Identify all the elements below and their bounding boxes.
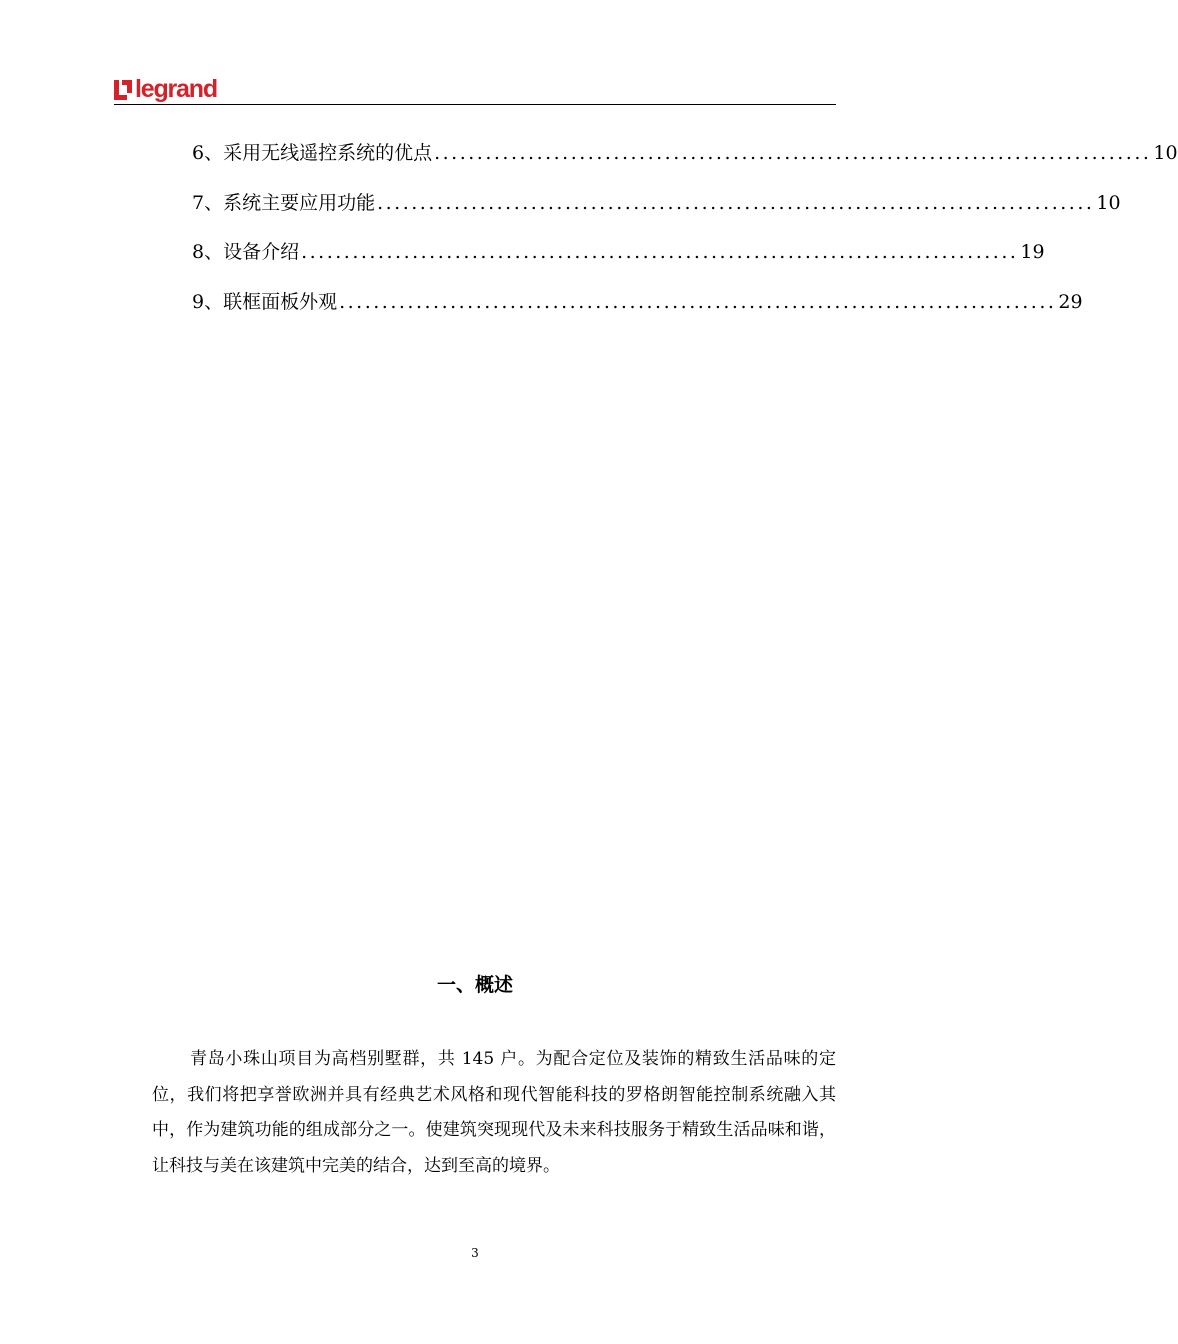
- toc-leader-dots: ....................................................................................: [301, 241, 1019, 263]
- toc-entry-label: 8、设备介绍: [192, 241, 300, 263]
- toc-entry-page: 10: [1153, 142, 1178, 164]
- legrand-mark-icon: [114, 80, 132, 100]
- legrand-logo: [114, 74, 217, 103]
- section-paragraph: 青岛小珠山项目为高档别墅群，共 145 户。为配合定位及装饰的精致生活品味的定位，我们将把享誉欧洲并具有经典艺术风格和现代智能科技的罗格朗智能控制系统融入其中，作为建筑功能的组成部分之一。使建筑突现现代及未来科技服务于精致生活品味和谐，让科技与美在该建筑中完美的结合，达到至高的境界。: [152, 1049, 836, 1176]
- toc-entry-label: 6、采用无线遥控系统的优点: [192, 142, 433, 164]
- page-number: 3: [471, 1246, 479, 1260]
- toc-entry-6[interactable]: [192, 138, 1178, 188]
- toc-entry-page: 29: [1058, 290, 1083, 313]
- header-divider: [114, 104, 836, 105]
- section-heading: 一、概述: [436, 974, 513, 996]
- logo-text: legrand: [135, 75, 217, 103]
- toc-leader-dots: ....................................................................................: [377, 191, 1095, 214]
- toc-entry-page: 19: [1020, 241, 1045, 263]
- toc-entry-page: 10: [1096, 191, 1121, 214]
- toc-entry-8[interactable]: [192, 237, 1045, 287]
- table-of-contents: [192, 138, 1178, 336]
- toc-entry-7[interactable]: [192, 188, 1121, 238]
- toc-entry-9[interactable]: [192, 287, 1083, 337]
- toc-entry-label: 9、联框面板外观: [192, 290, 338, 313]
- page-header: [114, 74, 836, 106]
- toc-leader-dots: ....................................................................................: [434, 142, 1152, 164]
- toc-entry-label: 7、系统主要应用功能: [192, 191, 376, 214]
- toc-leader-dots: ....................................................................................: [339, 290, 1057, 313]
